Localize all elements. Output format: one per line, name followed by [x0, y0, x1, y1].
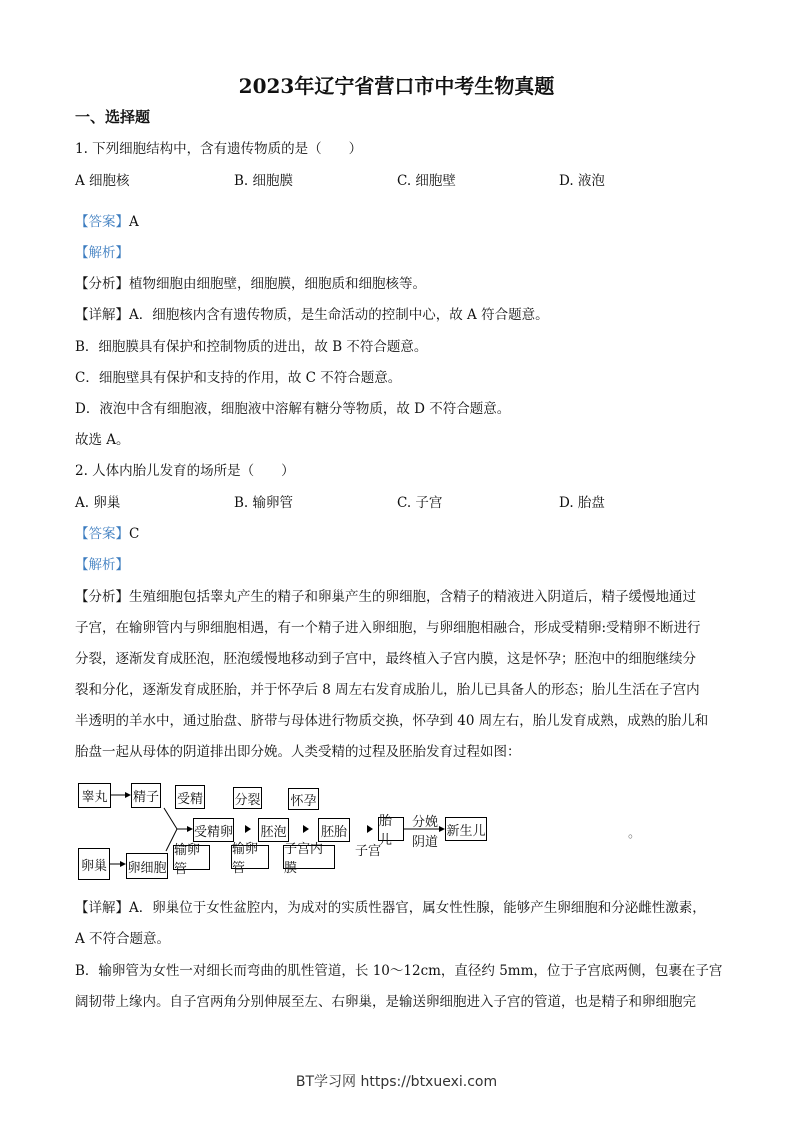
xiangjie-tag: 【详解】: [75, 307, 129, 323]
q2-fenxi-line: 裂和分化，逐渐发育成胚胎，并于怀孕后 8 周左右发育成胎儿，胎儿已具备人的形态；胎儿生活在子宫内: [75, 682, 700, 698]
q2-fenxi-text: 生殖细胞包括睾丸产生的精子和卵巢产生的卵细胞，含精子的精液进入阴道后，精子缓慢地通过: [129, 589, 696, 605]
box-embryo: 胚胎: [318, 818, 350, 842]
q2-stem: 2. 人体内胎儿发育的场所是（ ）: [75, 463, 295, 479]
footer-watermark: BT学习网 https://btxuexi.com: [295, 1074, 498, 1090]
page-title: 2023年辽宁省营口市中考生物真题: [238, 74, 555, 98]
q2-option-d: D. 胎盘: [559, 495, 605, 511]
q1-option-d: D. 液泡: [559, 173, 605, 189]
label-delivery: 分娩: [412, 815, 439, 830]
box-zygote: 受精卵: [193, 818, 234, 842]
q2-option-c: C. 子宫: [397, 495, 443, 511]
q2-xiangjie-line: A 不符合题意。: [75, 931, 171, 947]
q1-line: 故选 A。: [75, 432, 130, 448]
q1-fenxi-text: 植物细胞由细胞壁，细胞膜，细胞质和细胞核等。: [129, 276, 426, 292]
box-fertilization: 受精: [175, 785, 205, 809]
box-newborn: 新生儿: [445, 817, 487, 841]
q1-jiexi-tag: 【解析】: [75, 245, 129, 261]
box-endometrium: 子宫内膜: [283, 845, 335, 869]
diagram-period: 。: [628, 826, 642, 841]
answer-tag: 【答案】: [75, 214, 129, 230]
q2-xiangjie: [75, 899, 706, 917]
box-pregnancy: 怀孕: [288, 788, 319, 810]
box-oviduct: 输卵管: [173, 845, 210, 870]
box-egg-cell: 卵细胞: [126, 853, 168, 879]
q2-fenxi-line: 子宫，在输卵管内与卵细胞相遇，有一个精子进入卵细胞，与卵细胞相融合，形成受精卵:受精卵不断进行: [75, 620, 701, 636]
q2-jiexi-tag: 【解析】: [75, 557, 129, 573]
q1-line: B．细胞膜具有保护和控制物质的进出，故 B 不符合题意。: [75, 339, 428, 355]
q1-xiangjie-text: A．细胞核内含有遗传物质，是生命活动的控制中心，故 A 符合题意。: [129, 307, 549, 323]
q1-line: D．液泡中含有细胞液，细胞液中溶解有糖分等物质，故 D 不符合题意。: [75, 401, 511, 417]
box-testis: 睾丸: [78, 783, 111, 808]
q1-answer-value: A: [129, 214, 139, 230]
q2-fenxi-line: 半透明的羊水中，通过胎盘、脐带与母体进行物质交换，怀孕到 40 周左右，胎儿发育成熟，成熟的胎儿和: [75, 713, 709, 729]
q1-option-b: B. 细胞膜: [234, 173, 294, 189]
label-uterus: 子宫: [355, 844, 382, 859]
box-oviduct: 输卵管: [231, 845, 269, 869]
q2-option-a: A. 卵巢: [75, 495, 121, 511]
q1-option-a: A 细胞核: [75, 173, 130, 189]
section-heading: 一、选择题: [75, 108, 151, 126]
box-division: 分裂: [233, 787, 262, 809]
box-fetus: 胎儿: [378, 817, 404, 841]
q2-fenxi-line: 胎盘一起从母体的阴道排出即分娩。人类受精的过程及胚胎发育过程如图：: [75, 744, 521, 760]
q1-option-c: C. 细胞壁: [397, 173, 456, 189]
q1-stem: 1. 下列细胞结构中，含有遗传物质的是（ ）: [75, 141, 363, 157]
q2-fenxi-line: 分裂，逐渐发育成胚泡，胚泡缓慢地移动到子宫中，最终植入子宫内膜，这是怀孕；胚泡中的细胞继续分: [75, 651, 696, 667]
q1-line: C．细胞壁具有保护和支持的作用，故 C 不符合题意。: [75, 370, 402, 386]
fenxi-tag: 【分析】: [75, 589, 129, 605]
fenxi-tag: 【分析】: [75, 276, 129, 292]
answer-tag: 【答案】: [75, 526, 129, 542]
q2-answer-value: C: [129, 526, 140, 542]
box-sperm: 精子: [131, 783, 161, 808]
box-blastocyst: 胚泡: [258, 818, 289, 842]
xiangjie-tag: 【详解】: [75, 900, 129, 916]
q2-option-b: B. 输卵管: [234, 495, 294, 511]
q2-xiangjie-line: B．输卵管为女性一对细长而弯曲的肌性管道，长 10～12cm，直径约 5mm，位于子宫底两侧，包裹在子宫: [75, 963, 723, 979]
label-vagina: 阴道: [412, 835, 439, 850]
box-ovary: 卵巢: [78, 848, 110, 880]
q2-xiangjie-text: A．卵巢位于女性盆腔内，为成对的实质性器官，属女性性腺，能够产生卵细胞和分泌雌性激素，: [129, 900, 706, 916]
q2-xiangjie-line: 阔韧带上缘内。自子宫两角分别伸展至左、右卵巢，是输送卵细胞进入子宫的管道，也是精子和卵细胞完: [75, 994, 696, 1010]
